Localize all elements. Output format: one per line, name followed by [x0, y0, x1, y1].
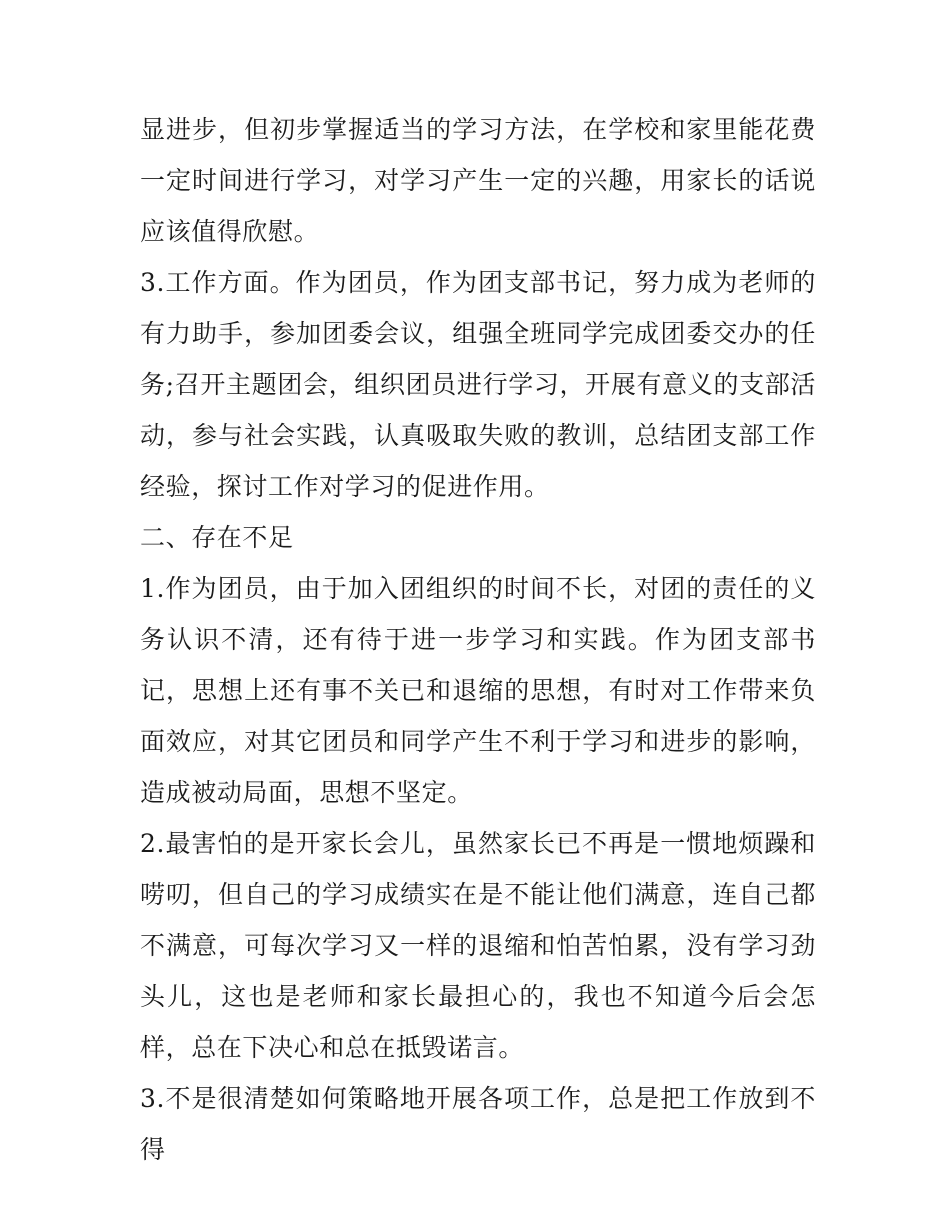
paragraph-continued-progress: 显进步，但初步掌握适当的学习方法，在学校和家里能花费一定时间进行学习，对学习产生一定的兴趣，用家长的话说应该值得欣慰。 — [140, 115, 816, 246]
paragraph-shortcoming-2: 2.最害怕的是开家长会儿，虽然家长已不再是一惯地烦躁和唠叨，但自己的学习成绩实在是不能让他们满意，连自己都不满意，可每次学习又一样的退缩和怕苦怕累，没有学习劲头儿，这也是老师和家长最担心的，我也不知道今后会怎样，总在下决心和总在抵毁诺言。 — [140, 829, 816, 1062]
paragraph-shortcoming-1: 1.作为团员，由于加入团组织的时间不长，对团的责任的义务认识不清，还有待于进一步学习和实践。作为团支部书记，思想上还有事不关已和退缩的思想，有时对工作带来负面效应，对其它团员和同学产生不利于学习和进步的影响，造成被动局面，思想不坚定。 — [140, 574, 816, 807]
document-body — [140, 104, 816, 1175]
section-heading-shortcomings: 二、存在不足 — [140, 523, 294, 552]
paragraph-shortcoming-3: 3.不是很清楚如何策略地开展各项工作，总是把工作放到不得 — [140, 1084, 816, 1164]
paragraph-work-aspect: 3.工作方面。作为团员，作为团支部书记，努力成为老师的有力助手，参加团委会议，组强全班同学完成团委交办的任务;召开主题团会，组织团员进行学习，开展有意义的支部活动，参与社会实践，认真吸取失败的教训，总结团支部工作经验，探讨工作对学习的促进作用。 — [140, 268, 816, 501]
